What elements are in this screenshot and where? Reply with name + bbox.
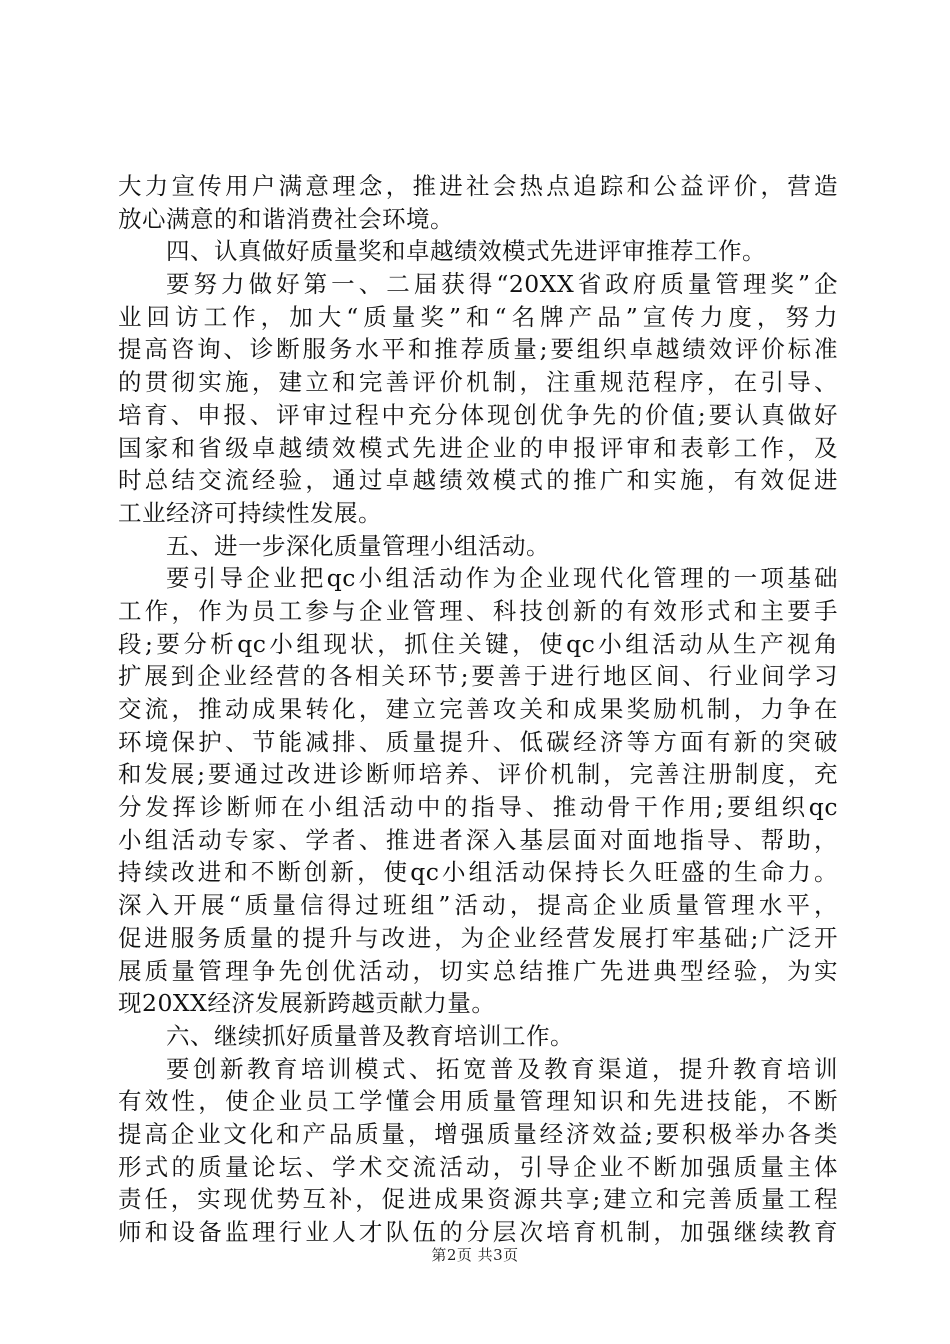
text-line: 深入开展“质量信得过班组”活动，提高企业质量管理水平，	[118, 891, 838, 920]
text-line: 要创新教育培训模式、拓宽普及教育渠道，提升教育培训	[166, 1054, 838, 1083]
text-line: 段;要分析qc小组现状，抓住关键，使qc小组活动从生产视角	[118, 629, 838, 658]
text-line: 培育、申报、评审过程中充分体现创优争先的价值;要认真做好	[118, 400, 838, 429]
text-line: 要努力做好第一、二届获得“20XX省政府质量管理奖”企	[166, 270, 838, 299]
section-heading: 六、继续抓好质量普及教育培训工作。	[166, 1021, 574, 1050]
text-line: 交流，推动成果转化，建立完善攻关和成果奖励机制，力争在	[118, 695, 838, 723]
text-line: 责任，实现优势互补，促进成果资源共享;建立和完善质量工程	[118, 1185, 838, 1214]
text-line: 环境保护、节能减排、质量提升、低碳经济等方面有新的突破	[118, 727, 838, 756]
text-line: 展质量管理争先创优活动，切实总结推广先进典型经验，为实	[118, 956, 838, 985]
document-body	[118, 170, 838, 1249]
text-line: 提高企业文化和产品质量，增强质量经济效益;要积极举办各类	[118, 1119, 838, 1148]
text-line: 小组活动专家、学者、推进者深入基层面对面地指导、帮助，	[118, 825, 838, 854]
section-heading: 四、认真做好质量奖和卓越绩效模式先进评审推荐工作。	[166, 237, 766, 266]
text-line: 提高咨询、诊断服务水平和推荐质量;要组织卓越绩效评价标准	[118, 335, 838, 364]
text-line: 大力宣传用户满意理念，推进社会热点追踪和公益评价，营造	[118, 172, 838, 200]
text-line: 业回访工作，加大“质量奖”和“名牌产品”宣传力度，努力	[118, 302, 838, 331]
text-line: 持续改进和不断创新，使qc小组活动保持长久旺盛的生命力。	[118, 858, 838, 887]
text-line: 形式的质量论坛、学术交流活动，引导企业不断加强质量主体	[118, 1152, 838, 1181]
page-footer: 第2页 共3页	[431, 1246, 519, 1264]
text-line: 工业经济可持续性发展。	[118, 498, 382, 527]
text-line: 和发展;要通过改进诊断师培养、评价机制，完善注册制度，充	[118, 760, 838, 789]
text-line: 国家和省级卓越绩效模式先进企业的申报评审和表彰工作，及	[118, 433, 838, 462]
text-line: 分发挥诊断师在小组活动中的指导、推动骨干作用;要组织qc	[118, 793, 838, 822]
text-line: 的贯彻实施，建立和完善评价机制，注重规范程序，在引导、	[118, 368, 838, 397]
text-line: 扩展到企业经营的各相关环节;要善于进行地区间、行业间学习	[118, 662, 838, 691]
text-line: 要引导企业把qc小组活动作为企业现代化管理的一项基础	[166, 564, 838, 593]
text-line: 师和设备监理行业人才队伍的分层次培育机制，加强继续教育	[118, 1218, 838, 1246]
text-line: 现20XX经济发展新跨越贡献力量。	[118, 989, 496, 1018]
text-line: 有效性，使企业员工学懂会用质量管理知识和先进技能，不断	[118, 1087, 838, 1116]
text-line: 工作，作为员工参与企业管理、科技创新的有效形式和主要手	[118, 596, 838, 625]
text-line: 时总结交流经验，通过卓越绩效模式的推广和实施，有效促进	[118, 466, 838, 495]
text-line: 放心满意的和谐消费社会环境。	[118, 204, 454, 233]
section-heading: 五、进一步深化质量管理小组活动。	[166, 531, 550, 560]
text-line: 促进服务质量的提升与改进，为企业经营发展打牢基础;广泛开	[118, 923, 838, 952]
